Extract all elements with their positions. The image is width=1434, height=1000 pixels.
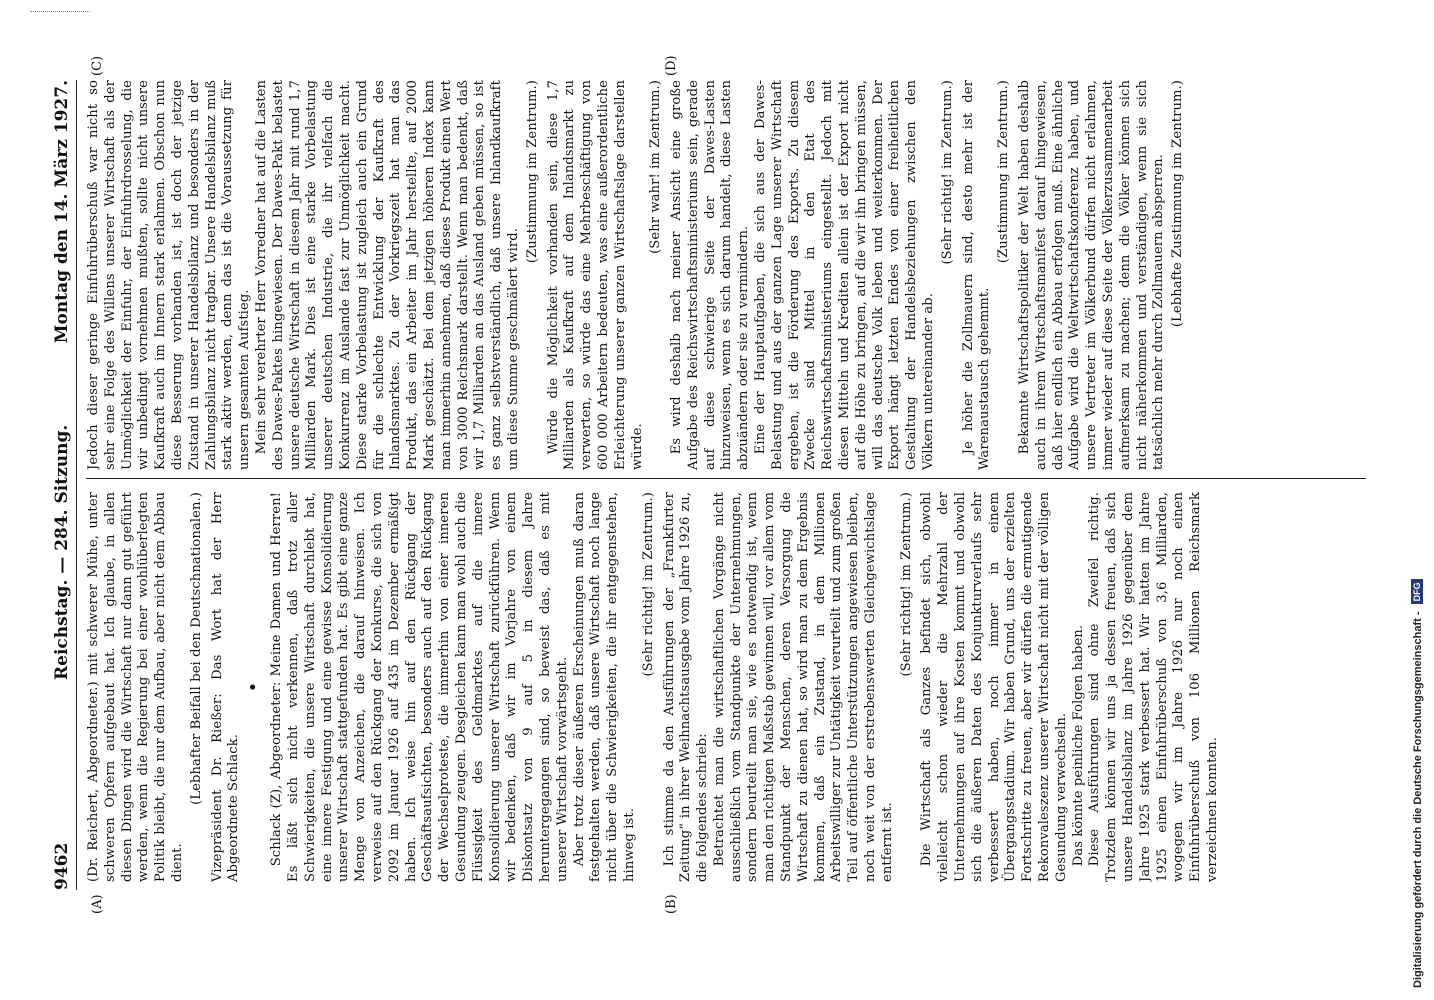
paragraph: Würde die Möglichkeit vorhanden sein, diese 1,7 Milliarden als Kaufkraft auf dem Inlandsmarkt zu verwerten, so würde das eine Mehrbeschäftigung von 600 000 Arbeitern bedeuten, was eine außerordentliche Erleichterung unserer ganzen Wirtschaftslage darstellen würde. [545,80,645,470]
margin-mark-d: (D) [664,55,679,76]
interjection: (Sehr wahr! im Zentrum.) [648,80,664,254]
paragraph: Diese Ausführungen sind ohne Zweifel richtig. Trotzdem können wir uns ja dessen freuen, daß sich unsere Handelsbilanz im Jahre 1926 gegenüber dem Jahre 1925 stark verbessert hat. Wir hatten im Jahre 1925 einen Einfuhrüberschuß von 3,6 Milliarden, wogegen wir im Jahre 1926 nur noch einen Einfuhrüberschuß von 106 Millionen Reichsmark verzeichnen konnten. [1087,492,1220,882]
paragraph: Aber trotz dieser äußeren Erscheinungen muß daran festgehalten werden, daß unsere Wirtschaft noch lange nicht über die Schwierigkeiten, die ihr entgegenstehen, hinweg ist. [571,492,637,882]
paragraph: Betrachtet man die wirtschaftlichen Vorgänge nicht ausschließlich vom Standpunkte der Unternehmungen, sondern beurteilt man sie, wie es notwendig ist, wenn man den richtigen Maßstab gewinnen will, vor allem vom Standpunkt der Menschen, deren Versorgung die Wirtschaft zu dienen hat, so wird man zu dem Ergebnis kommen, daß ein Zustand, in dem Millionen Arbeitswilliger zur Untätigkeit verurteilt und zum großen Teil auf öffentliche Unterstützungen angewiesen bleiben, noch weit von der erstrebenswerten Gleichgewichtslage entfernt ist. [711,492,895,882]
margin-mark-a: (A) [90,894,105,914]
digitization-footer [1411,579,1424,988]
interjection: (Sehr richtig! im Zentrum.) [939,80,955,265]
page-header [50,80,77,890]
paragraph: Je höher die Zollmauern sind, desto mehr ist der Warenaustausch gehemmt. [960,80,993,470]
margin-mark-b: (B) [664,894,679,914]
paragraph: Vizepräsident Dr. Rießer: Das Wort hat der Herr Abgeordnete Schlack. [209,492,242,882]
paragraph: Es wird deshalb nach meiner Ansicht eine große Aufgabe des Reichswirtschaftsministeriums sein, gerade auf diese schwierige Seite der Dawes-Lasten hinzuweisen, wenn es sich darum handelt, diese Lasten abzuändern oder sie zu vermindern. [669,80,752,470]
paragraph: (Dr. Reichert, Abgeordneter.) mit schwerer Mühe, unter schweren Opfern aufgebaut hat. Ich glaube, in allen diesen Dingen wird die Wirtschaft nur dann gut geführt werden, wenn die Regierung bei einer wohlüberlegten Politik bleibt, die nur dem Aufbau, aber nicht dem Abbau dient. [86,492,185,882]
interjection: (Zustimmung im Zentrum.) [524,80,540,264]
paragraph: Schlack (Z), Abgeordneter: Meine Damen und Herren! Es läßt sich nicht verkennen, daß trotz aller Schwierigkeiten, die unsere Wirtschaft durchlebt hat, eine innere Festigung und eine gewisse Konsolidierung unserer Wirtschaft stattgefunden hat. Es gibt eine ganze Menge von Anzeichen, die darauf hinweisen. Ich verweise auf den Rückgang der Konkurse, die sich von 2092 im Januar 1926 auf 435 im Dezember ermäßigt haben. Ich weise hin auf den Rückgang der Geschäftsaufsichten, besonders auch auf den Rückgang der Wechselproteste, die immerhin von einer inneren Gesundung zeugen. Desgleichen kann man wohl auch die Flüssigkeit des Geldmarktes auf die innere Konsolidierung unserer Wirtschaft zurückführen. Wenn wir bedenken, daß wir im Vorjahre von einem Diskontsatz von 9 auf 5 in diesem Jahre heruntergegangen sind, so beweist das, daß es mit unserer Wirtschaft vorwärtsgeht. [269,492,570,882]
interjection: (Sehr richtig! im Zentrum.) [898,492,914,677]
text-column-right [86,80,1366,470]
interjection: (Lebhafte Zustimmung im Zentrum.) [1170,80,1186,328]
paragraph: Das könnte peinliche Folgen haben. [1070,624,1086,867]
session-title: Reichstag. — 284. Sitzung. [52,424,72,680]
interjection: (Lebhafter Beifall bei den Deutschnationalen.) [188,492,204,805]
paragraph: Bekannte Wirtschaftspolitiker der Welt haben deshalb auch in ihrem Wirtschaftsmanifest darauf hingewiesen, daß hier endlich ein Abbau erfolgen muß. Eine ähnliche Aufgabe wird die Weltwirtschaftskonferenz haben, und unsere Vertreter im Völkerbund dürfen nicht erlahmen, immer wieder auf diese Seite der Völkerzusammenarbeit aufmerksam zu machen; denn die Völker können sich nicht näherkommen und verständigen, wenn sie sich tatsächlich mehr durch Zollmauern absperren. [1017,80,1167,470]
margin-mark-c: (C) [90,55,105,76]
dfg-logo: DFG [1411,579,1423,604]
page-number: 9462 [52,842,72,890]
paragraph: Mein sehr verehrter Herr Vorredner hat auf die Lasten des Dawes-Paktes hingewiesen. Der Dawes-Pakt belastet unsere deutsche Wirtschaft in diesem Jahr mit rund 1,7 Milliarden Mark. Dies ist eine starke Vorbelastung unserer deutschen Industrie, die ihr vielfach die Konkurrenz im Auslande fast zur Unmöglichkeit macht. Diese starke Vorbelastung ist zugleich auch ein Grund für die schlechte Entwicklung der Kaufkraft des Inlandsmarktes. Zu der Vorkriegszeit hat man das Produkt, das ein Arbeiter im Jahr herstellte, auf 2000 Mark geschätzt. Bei dem jetzigen höheren Index kann man immerhin annehmen, daß dieses Produkt einen Wert von 3000 Reichsmark darstellt. Wenn man bedenkt, daß wir 1,7 Milliarden an das Ausland geben müssen, so ist es ganz selbstverständlich, daß unsere Inlandkaufkraft um diese Summe geschmälert wird. [253,80,521,470]
paragraph: Jedoch dieser geringe Einfuhrüberschuß war nicht so sehr eine Folge des Willens unserer Wirtschaft als der Unmöglichkeit der Einfuhr, der Einfuhrdrosselung, die wir unbedingt vornehmen mußten, sollte nicht unsere Kaufkraft auch im Innern stark erlahmen. Obschon nun diese Besserung vorhanden ist, ist doch der jetzige Zustand in unserer Handelsbilanz und besonders in der Zahlungsbilanz nicht tragbar. Unsere Handelsbilanz muß stark aktiv werden, denn das ist die Voraussetzung für unsern gesamten Aufstieg. [86,80,253,470]
footer-text: Digitalisierung gefördert durch die Deutsche Forschungsgemeinschaft - [1412,611,1424,988]
paragraph: Die Wirtschaft als Ganzes befindet sich, obwohl vielleicht schon wieder die Mehrzahl der Unternehmungen auf ihre Kosten kommt und obwohl sich die äußeren Daten des Konjunkturverlaufs sehr verbessert haben, noch immer in einem Übergangsstadium. Wir haben Grund, uns der erzielten Fortschritte zu freuen, aber wir dürfen die ermutigende Rekonvaleszenz unserer Wirtschaft nicht mit der völligen Gesundung verwechseln. [919,492,1069,882]
column-divider [86,478,1366,479]
paragraph: Eine der Hauptaufgaben, die sich aus der Dawes-Belastung und aus der ganzen Lage unserer Wirtschaft ergeben, ist die Förderung des Exports. Zu diesem Zwecke sind Mittel in den Etat des Reichswirtschaftsministeriums eingestellt. Jedoch mit diesen Mitteln und Krediten allein ist der Export nicht auf die Höhe zu bringen, auf die wir ihn bringen müssen, will das deutsche Volk leben und weiterkommen. Der Export hängt letzten Endes von einer freiheitlichen Gestaltung der Handelsbeziehungen zwischen den Völkern untereinander ab. [753,80,937,470]
paragraph: Ich stimme da den Ausführungen der „Frankfurter Zeitung“ in ihrer Weihnachtsausgabe vom Jahre 1926 zu, die folgendes schrieb: [661,492,711,882]
text-column-left [86,492,1366,882]
section-dot: • [243,681,265,693]
interjection: (Zustimmung im Zentrum.) [996,80,1012,264]
interjection: (Sehr richtig! im Zentrum.) [640,492,656,677]
page-edge-mark [30,8,90,12]
session-date: Montag den 14. März 1927. [52,80,72,344]
